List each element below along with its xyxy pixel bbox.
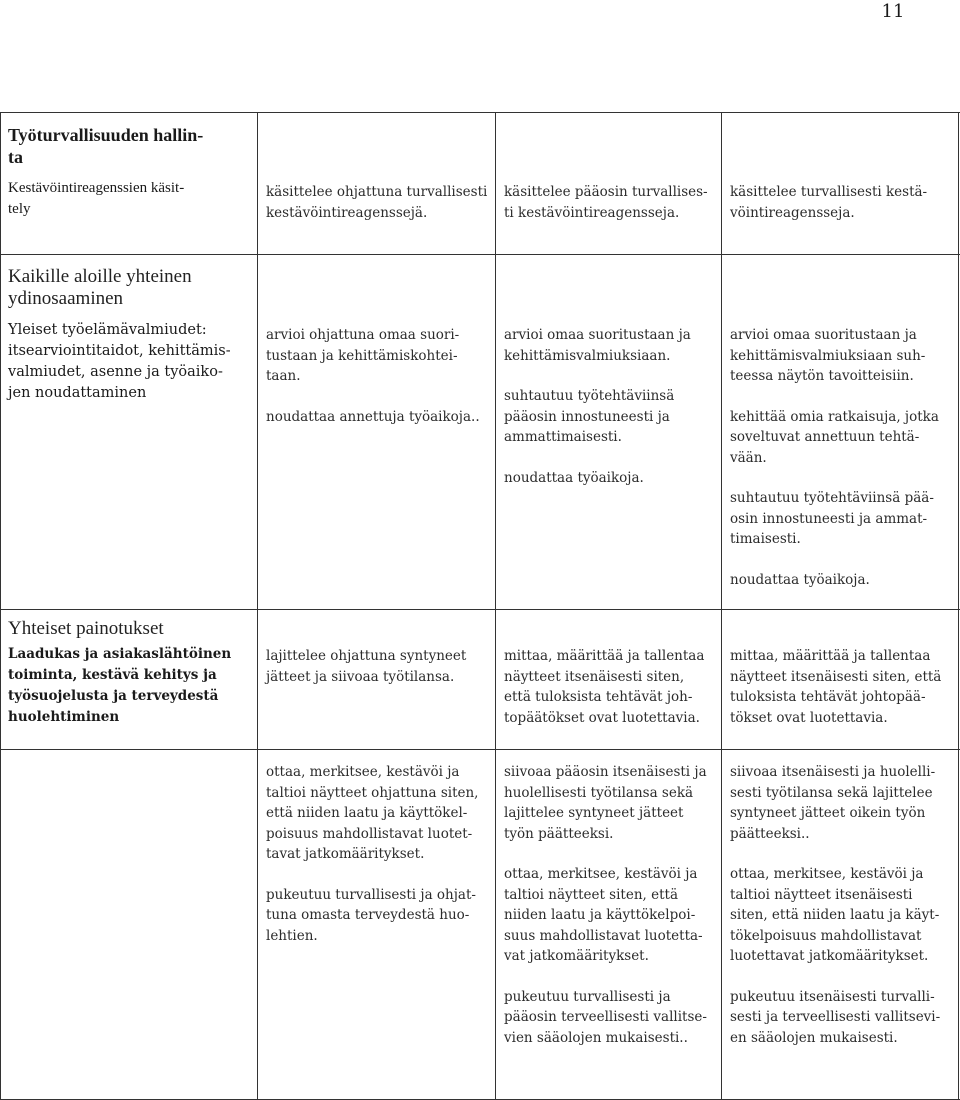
row-0-subheading: Kestävöintireagenssien käsit- tely (8, 180, 185, 217)
row-1-level-3 (730, 325, 955, 590)
row-0-criteria (8, 124, 253, 220)
row-2-level-3 (730, 646, 955, 728)
row-0-level-1 (266, 182, 491, 223)
row-3-level-2-item-2: ottaa, merkitsee, kestävöi ja taltioi näytteet siten, että niiden laatu ja käyttökelpoi- suus mahdollistavat luotetta- vat jatkomääritykset. (504, 866, 703, 964)
row-1-criteria (8, 266, 253, 404)
row-3-level-1-item-1: ottaa, merkitsee, kestävöi ja taltioi näytteet ohjattuna siten, että niiden laatu ja käyttökel- poisuus mahdollistavat luotet- tavat jatkomääritykset. (266, 764, 479, 862)
row-0-level-1-item: käsittelee ohjattuna turvallisesti kestävöintireagenssejä. (266, 184, 488, 221)
row-3-level-2-item-3: pukeutuu turvallisesti ja pääosin terveellisesti vallitse- vien sääolojen mukaisesti.. (504, 988, 707, 1046)
row-1-level-3-item-4: noudattaa työaikoja. (730, 571, 870, 588)
row-1-level-1-item-1: arvioi ohjattuna omaa suori- tustaan ja kehittämiskohtei- taan. (266, 327, 460, 384)
row-1-level-3-item-2: kehittää omia ratkaisuja, jotka soveltuvat annettuun tehtä- vään. (730, 408, 939, 466)
row-1-level-3-item-1: arvioi omaa suoritustaan ja kehittämisvalmiuksiaan suh- teessa näytön tavoitteisiin. (730, 327, 926, 384)
row-1-heading: Kaikille aloille yhteinen ydinosaaminen (8, 266, 192, 309)
row-2-subheading: Laadukas ja asiakaslähtöinen toiminta, kestävä kehitys ja työsuojelusta ja terveydestä huolehtiminen (8, 646, 232, 725)
row-1-level-2 (504, 325, 716, 488)
row-3-level-1-item-2: pukeutuu turvallisesti ja ohjat- tuna omasta terveydestä huo- lehtien. (266, 886, 476, 944)
row-3-level-1 (266, 762, 491, 946)
row-1-level-3-item-3: suhtautuu työtehtäviinsä pää- osin innostuneesti ja ammat- timaisesti. (730, 490, 934, 547)
row-2-level-2-item: mittaa, määrittää ja tallentaa näytteet itsenäisesti siten, että tuloksista tehtävät joh- topäätökset ovat luotettavia. (504, 648, 705, 726)
row-2-heading: Yhteiset painotukset (8, 618, 164, 639)
row-3-level-3-item-3: pukeutuu itsenäisesti turvalli- sesti ja terveellisesti vallitsevi- en sääolojen mukaisesti. (730, 988, 941, 1046)
row-2-level-2 (504, 646, 716, 728)
row-2-level-1-item: lajittelee ohjattuna syntyneet jätteet ja siivoaa työtilansa. (266, 648, 467, 685)
row-0-level-2-item: käsittelee pääosin turvallises- ti kestävöintireagensseja. (504, 184, 708, 221)
row-0-level-3-item: käsittelee turvallisesti kestä- vöintireagensseja. (730, 184, 928, 221)
row-3-level-3-item-2: ottaa, merkitsee, kestävöi ja taltioi näytteet itsenäisesti siten, että niiden laatu ja käyt- tökelpoisuus mahdollistavat luotettavat jatkomääritykset. (730, 866, 940, 964)
row-2-criteria (8, 618, 253, 728)
row-3-level-2-item-1: siivoaa pääosin itsenäisesti ja huolellisesti työtilansa sekä lajittelee syntyneet jätteet työn päätteeksi. (504, 764, 707, 842)
row-0-level-2 (504, 182, 716, 223)
row-3-level-3-item-1: siivoaa itsenäisesti ja huolelli- sesti työtilansa sekä lajittelee syntyneet jätteet oikein työn päätteeksi.. (730, 764, 936, 842)
row-1-level-1 (266, 325, 491, 427)
row-1-subheading: Yleiset työelämävalmiudet: itsearviointitaidot, kehittämis- valmiudet, asenne ja työaiko- jen noudattaminen (8, 322, 231, 401)
row-1-level-2-item-2: suhtautuu työtehtäviinsä pääosin innostuneesti ja ammattimaisesti. (504, 388, 675, 445)
row-1-level-2-item-1: arvioi omaa suoritustaan ja kehittämisvalmiuksiaan. (504, 327, 691, 364)
assessment-table (0, 112, 960, 1100)
row-1-level-2-item-3: noudattaa työaikoja. (504, 469, 644, 486)
page-number: 11 (881, 1, 905, 22)
row-1-level-1-item-2: noudattaa annettuja työaikoja.. (266, 408, 480, 425)
row-2-level-1 (266, 646, 491, 687)
row-2-level-3-item: mittaa, määrittää ja tallentaa näytteet itsenäisesti siten, että tuloksista tehtävät johtopää- tökset ovat luotettavia. (730, 648, 942, 726)
row-3-level-2 (504, 762, 716, 1048)
row-0-level-3 (730, 182, 955, 223)
row-0-heading: Työturvallisuuden hallin- ta (8, 125, 204, 167)
row-3-level-3 (730, 762, 955, 1048)
